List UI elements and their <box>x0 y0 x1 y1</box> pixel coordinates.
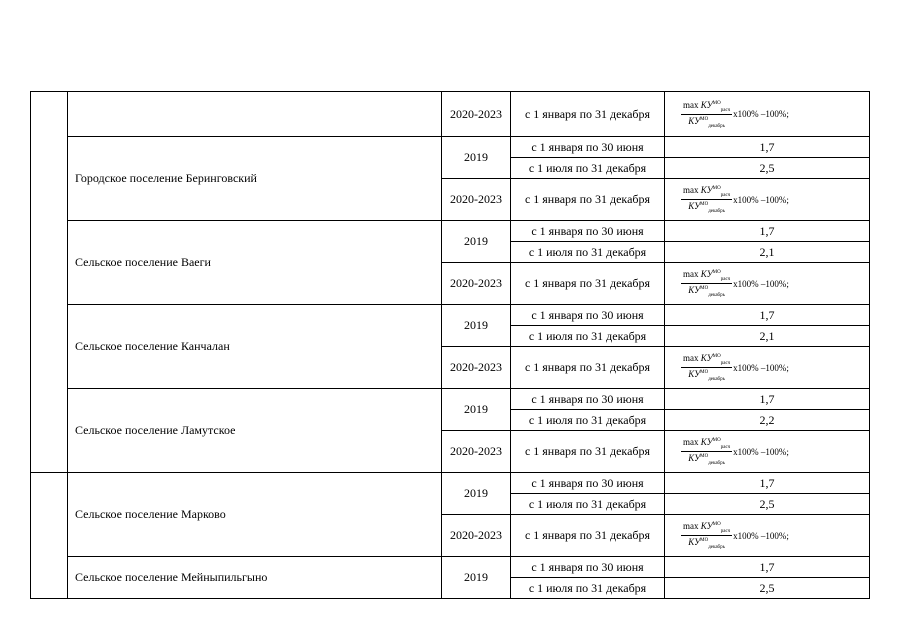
settlement-name-cell: Сельское поселение Ваеги <box>68 221 442 305</box>
formula-cell <box>665 263 870 305</box>
year-cell: 2019 <box>442 557 511 599</box>
value-cell: 1,7 <box>665 389 870 410</box>
settlement-name-cell <box>68 92 442 137</box>
year-cell: 2020-2023 <box>442 515 511 557</box>
settlement-name-cell: Сельское поселение Ламутское <box>68 389 442 473</box>
growth-formula: $\frac{\max КУ^{МО}_{расч}}{КУ^{МО}_{декабрь}}$ х100% –100%; <box>683 437 789 466</box>
index-cell <box>31 92 68 599</box>
period-cell: с 1 января по 30 июня <box>511 221 665 242</box>
period-cell: с 1 июля по 31 декабря <box>511 410 665 431</box>
settlement-name-cell: Городское поселение Беринговский <box>68 137 442 221</box>
growth-formula: $\frac{\max КУ^{МО}_{расч}}{КУ^{МО}_{декабрь}}$ х100% –100%; <box>683 99 789 129</box>
growth-formula: $\frac{\max КУ^{МО}_{расч}}{КУ^{МО}_{декабрь}}$ х100% –100%; <box>683 353 789 382</box>
value-cell: 2,5 <box>665 578 870 599</box>
value-cell: 2,2 <box>665 410 870 431</box>
value-cell: 1,7 <box>665 473 870 494</box>
period-cell: с 1 января по 31 декабря <box>511 515 665 557</box>
table-row <box>31 221 870 242</box>
period-cell: с 1 июля по 31 декабря <box>511 326 665 347</box>
formula-cell <box>665 515 870 557</box>
table-row <box>31 557 870 578</box>
year-cell: 2020-2023 <box>442 179 511 221</box>
table-row <box>31 305 870 326</box>
year-cell: 2019 <box>442 389 511 431</box>
value-cell: 1,7 <box>665 137 870 158</box>
period-cell: с 1 января по 30 июня <box>511 305 665 326</box>
formula-cell <box>665 431 870 473</box>
period-cell: с 1 января по 30 июня <box>511 389 665 410</box>
value-cell: 1,7 <box>665 221 870 242</box>
period-cell: с 1 июля по 31 декабря <box>511 494 665 515</box>
formula-cell <box>665 179 870 221</box>
period-cell: с 1 января по 31 декабря <box>511 347 665 389</box>
value-cell: 2,5 <box>665 158 870 179</box>
year-cell: 2020-2023 <box>442 431 511 473</box>
settlement-name-cell: Сельское поселение Канчалан <box>68 305 442 389</box>
value-cell: 2,1 <box>665 242 870 263</box>
table-row <box>31 137 870 158</box>
table-row <box>31 92 870 137</box>
period-cell: с 1 января по 30 июня <box>511 137 665 158</box>
tariff-table <box>30 91 870 599</box>
index-divider <box>30 472 67 473</box>
growth-formula: $\frac{\max КУ^{МО}_{расч}}{КУ^{МО}_{декабрь}}$ х100% –100%; <box>683 521 789 550</box>
value-cell: 2,5 <box>665 494 870 515</box>
period-cell: с 1 июля по 31 декабря <box>511 578 665 599</box>
settlement-name-cell: Сельское поселение Мейныпильгыно <box>68 557 442 599</box>
period-cell: с 1 января по 31 декабря <box>511 92 665 137</box>
year-cell: 2020-2023 <box>442 92 511 137</box>
period-cell: с 1 января по 31 декабря <box>511 431 665 473</box>
period-cell: с 1 января по 31 декабря <box>511 179 665 221</box>
period-cell: с 1 июля по 31 декабря <box>511 242 665 263</box>
year-cell: 2019 <box>442 473 511 515</box>
value-cell: 1,7 <box>665 305 870 326</box>
value-cell: 2,1 <box>665 326 870 347</box>
year-cell: 2019 <box>442 221 511 263</box>
formula-cell <box>665 347 870 389</box>
growth-formula: $\frac{\max КУ^{МО}_{расч}}{КУ^{МО}_{декабрь}}$ х100% –100%; <box>683 269 789 298</box>
period-cell: с 1 января по 30 июня <box>511 557 665 578</box>
year-cell: 2020-2023 <box>442 347 511 389</box>
formula-cell <box>665 92 870 137</box>
growth-formula: $\frac{\max КУ^{МО}_{расч}}{КУ^{МО}_{декабрь}}$ х100% –100%; <box>683 185 789 214</box>
period-cell: с 1 января по 30 июня <box>511 473 665 494</box>
value-cell: 1,7 <box>665 557 870 578</box>
table-row <box>31 389 870 410</box>
settlement-name-cell: Сельское поселение Марково <box>68 473 442 557</box>
period-cell: с 1 января по 31 декабря <box>511 263 665 305</box>
year-cell: 2019 <box>442 305 511 347</box>
year-cell: 2020-2023 <box>442 263 511 305</box>
period-cell: с 1 июля по 31 декабря <box>511 158 665 179</box>
year-cell: 2019 <box>442 137 511 179</box>
table-row <box>31 473 870 494</box>
